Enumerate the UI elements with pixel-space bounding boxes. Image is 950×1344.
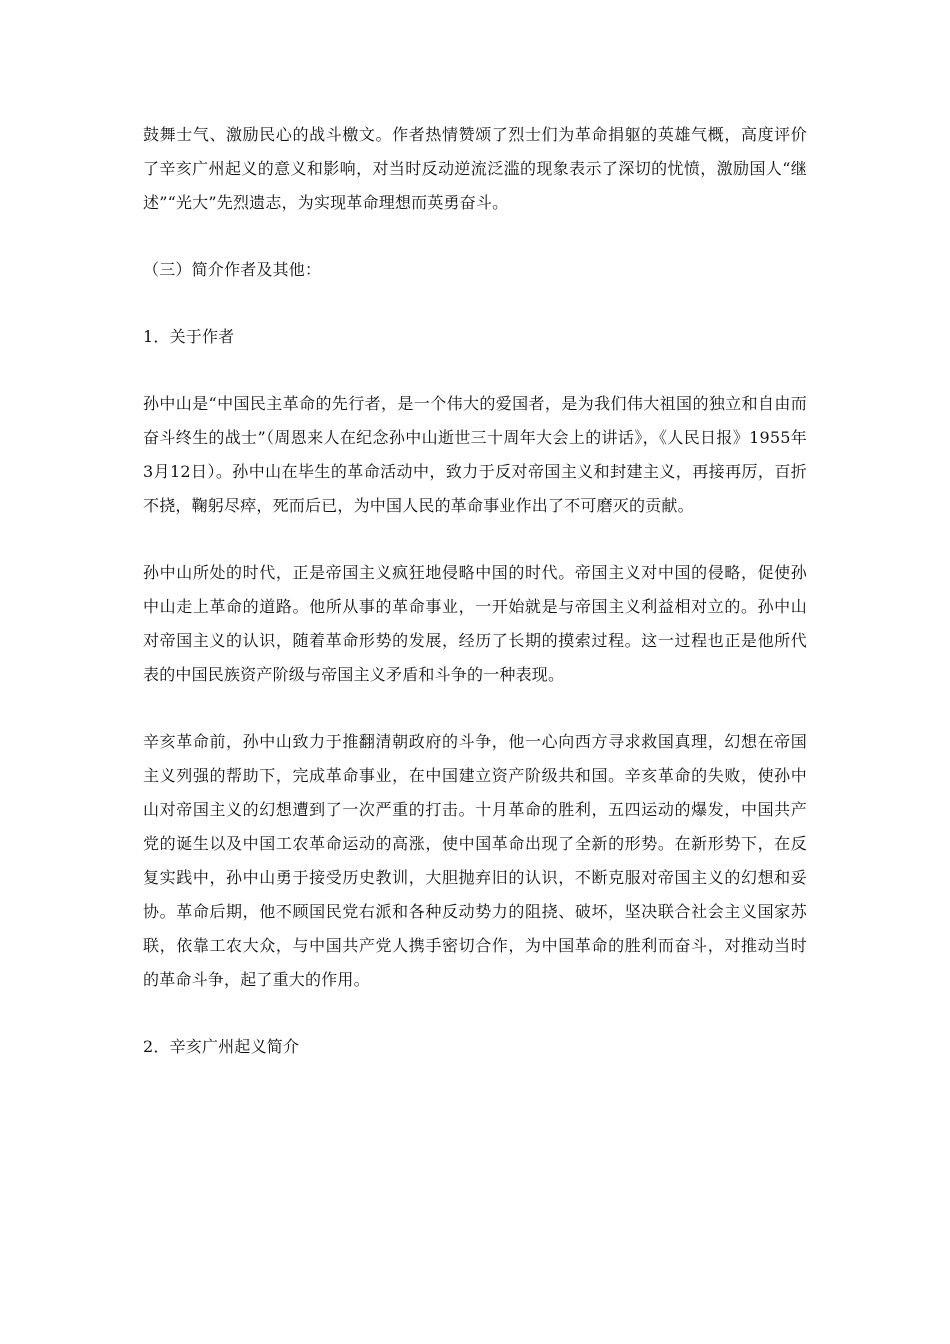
paragraph-spacer xyxy=(143,354,807,387)
subheading-about-author: 1．关于作者 xyxy=(143,327,235,346)
paragraph-intro-continuation: 鼓舞士气、激励民心的战斗檄文。作者热情赞颂了烈士们为革命捐躯的英雄气概，高度评价了辛亥广州起义的意义和影响，对当时反动逆流泛滥的现象表示了深切的忧愤，激励国人“继述”“光大”先烈遗志，为实现革命理想而英勇奋斗。 xyxy=(143,125,807,212)
paragraph-era-imperialism: 孙中山所处的时代，正是帝国主义疯狂地侵略中国的时代。帝国主义对中国的侵略，促使孙中山走上革命的道路。他所从事的革命事业，一开始就是与帝国主义利益相对立的。孙中山对帝国主义的认识，随着革命形势的发展，经历了长期的摸索过程。这一过程也正是他所代表的中国民族资产阶级与帝国主义矛盾和斗争的一种表现。 xyxy=(143,563,807,684)
document-body xyxy=(143,118,807,1064)
paragraph-spacer xyxy=(143,287,807,320)
section-heading-intro-author: （三）简介作者及其他： xyxy=(143,260,322,279)
paragraph-sun-yat-sen-intro: 孙中山是“中国民主革命的先行者，是一个伟大的爱国者，是为我们伟大祖国的独立和自由而奋斗终生的战士”（周恩来人在纪念孙中山逝世三十周年大会上的讲话》，《人民日报》1955年3月12日）。孙中山在毕生的革命活动中，致力于反对帝国主义和封建主义，再接再厉，百折不挠，鞠躬尽瘁，死而后已，为中国人民的革命事业作出了不可磨灭的贡献。 xyxy=(143,394,807,515)
paragraph-spacer xyxy=(143,220,807,253)
paragraph-spacer xyxy=(143,523,807,556)
subheading-guangzhou-uprising: 2．辛亥广州起义简介 xyxy=(143,1037,300,1056)
paragraph-spacer xyxy=(143,692,807,725)
paragraph-xinhai-revolution: 辛亥革命前，孙中山致力于推翻清朝政府的斗争，他一心向西方寻求救国真理，幻想在帝国主义列强的帮助下，完成革命事业，在中国建立资产阶级共和国。辛亥革命的失败，使孙中山对帝国主义的幻想遭到了一次严重的打击。十月革命的胜利，五四运动的爆发，中国共产党的诞生以及中国工农革命运动的高涨，使中国革命出现了全新的形势。在新形势下，在反复实践中，孙中山勇于接受历史教训，大胆抛弃旧的认识，不断克服对帝国主义的幻想和妥协。革命后期，他不顾国民党右派和各种反动势力的阻挠、破坏，坚决联合社会主义国家苏联，依靠工农大众，与中国共产党人携手密切合作，为中国革命的胜利而奋斗，对推动当时的革命斗争，起了重大的作用。 xyxy=(143,732,807,989)
paragraph-spacer xyxy=(143,997,807,1030)
